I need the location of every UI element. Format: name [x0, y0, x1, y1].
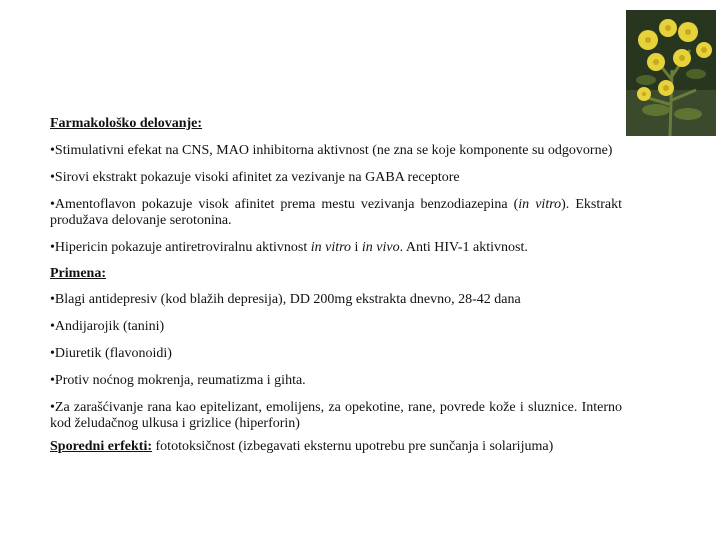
st-johns-wort-image: [626, 10, 716, 136]
slide-content: [50, 116, 622, 466]
usage-item-3: •Diuretik (flavonoidi): [50, 346, 172, 361]
usage-heading: Primena:: [50, 266, 106, 281]
pharmacology-item-4-italic-2: in vivo: [361, 240, 400, 255]
plant-photo: [626, 10, 716, 136]
usage-item-5: •Za zarašćivanje rana kao epitelizant, emolijens, za opekotine, rane, povrede kože i sluznice. Interno kod želudačnog ulkusa i grizlice (hiperforin): [50, 400, 622, 431]
pharmacology-item-3-text-b: ). Ekstrakt produžava delovanje serotonina.: [50, 197, 622, 228]
pharmacology-item-3-italic: in vitro: [518, 197, 562, 212]
pharmacology-item-4: [50, 240, 622, 256]
pharmacology-item-2: •Sirovi ekstrakt pokazuje visoki afinitet za vezivanje na GABA receptore: [50, 170, 460, 185]
pharmacology-heading: Farmakološko delovanje:: [50, 116, 203, 131]
side-effects: [50, 439, 622, 455]
pharmacology-item-4-italic-1: in vitro: [310, 240, 352, 255]
pharmacology-item-4-text-b: . Anti HIV-1 aktivnost.: [399, 240, 528, 255]
pharmacology-item-3-text-a: •Amentoflavon pokazuje visok afinitet prema mestu vezivanja benzodiazepina (: [50, 197, 519, 212]
usage-item-4: •Protiv noćnog mokrenja, reumatizma i gihta.: [50, 373, 306, 388]
usage-item-1: •Blagi antidepresiv (kod blažih depresija), DD 200mg ekstrakta dnevno, 28-42 dana: [50, 292, 521, 307]
pharmacology-item-4-text-a: •Hipericin pokazuje antiretroviralnu aktivnost: [50, 240, 311, 255]
usage-item-2: •Andijarojik (tanini): [50, 319, 165, 334]
pharmacology-item-4-text-mid: i: [351, 240, 362, 255]
pharmacology-item-1: •Stimulativni efekat na CNS, MAO inhibitorna aktivnost (ne zna se koje komponente su odgovorne): [50, 143, 613, 158]
side-effects-text: fototoksičnost (izbegavati eksternu upotrebu pre sunčanja i solarijuma): [152, 439, 554, 454]
pharmacology-item-3: [50, 197, 622, 229]
side-effects-label: Sporedni erfekti:: [50, 439, 153, 454]
